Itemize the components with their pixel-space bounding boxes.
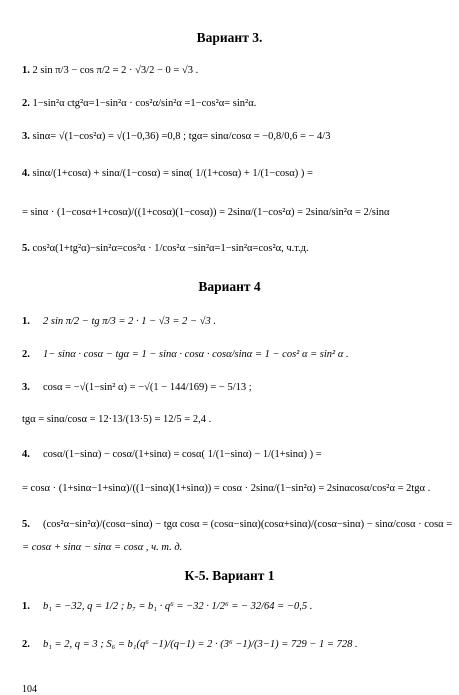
item-number: 1. [22, 601, 30, 612]
item-number: 4. [22, 449, 30, 460]
item-formula: b₁ = 2, q = 3 ; S₆ = b₁(q⁶ −1)/(q−1) = 2 · (3⁶ −1)/(3−1) = 729 − 1 = 728 . [43, 639, 358, 650]
v4-item-4-line-2 [22, 482, 430, 496]
item-number: 3. [22, 382, 30, 393]
page-number: 104 [22, 684, 37, 695]
item-number: 2. [22, 98, 30, 109]
v3-item-2 [22, 97, 256, 111]
k5-item-1 [22, 600, 312, 614]
item-number: 4. [22, 168, 30, 179]
item-formula: b₁ = −32, q = 1/2 ; b₇ = b₁ · q⁶ = −32 · 1/2⁶ = − 32/64 = −0,5 . [43, 601, 313, 612]
item-number: 3. [22, 131, 30, 142]
heading-variant-3: Вариант 3. [196, 30, 263, 45]
v4-item-5-line-2 [22, 541, 182, 555]
item-formula: tgα = sinα/cosα = 12·13/(13·5) = 12/5 = 2,4 . [22, 414, 212, 425]
item-formula: = cosα + sinα − sinα = cosα , ч. т. д. [22, 542, 183, 553]
item-number: 1. [22, 316, 30, 327]
item-number: 2. [22, 639, 30, 650]
v4-item-1 [22, 315, 216, 329]
v3-item-5 [22, 242, 309, 256]
item-number: 5. [22, 243, 30, 254]
item-formula: 2 sin π/3 − cos π/2 = 2 · √3/2 − 0 = √3 . [32, 65, 199, 76]
item-number: 5. [22, 519, 30, 530]
item-formula: 1−sin²α ctg²α=1−sin²α · cos²α/sin²α =1−cos²α= sin²α. [32, 98, 257, 109]
v4-item-3-line-2 [22, 413, 211, 427]
item-number: 1. [22, 65, 30, 76]
item-formula: = cosα · (1+sinα−1+sinα)/((1−sinα)(1+sinα)) = cosα · 2sinα/(1−sin²α) = 2sinαcosα/cos²α = 2tgα . [22, 483, 431, 494]
v3-item-1 [22, 64, 198, 78]
item-formula: cosα/(1−sinα) − cosα/(1+sinα) = cosα( 1/(1−sinα) − 1/(1+sinα) ) = [43, 449, 322, 460]
item-formula: 1− sinα · cosα − tgα = 1 − sinα · cosα · cosα/sinα = 1 − cos² α = sin² α . [43, 349, 349, 360]
item-formula: 2 sin π/2 − tg π/3 = 2 · 1 − √3 = 2 − √3 . [43, 316, 216, 327]
v4-item-4-line-1 [22, 448, 322, 462]
item-formula: cos²α(1+tg²α)−sin²α=cos²α · 1/cos²α −sin²α=1−sin²α=cos²α, ч.т.д. [32, 243, 309, 254]
v4-item-5-line-1 [22, 518, 452, 532]
item-formula: = sinα · (1−cosα+1+cosα)/((1+cosα)(1−cosα)) = 2sinα/(1−cos²α) = 2sinα/sin²α = 2/sinα [22, 207, 390, 218]
v4-item-3-line-1 [22, 381, 252, 395]
heading-variant-4: Вариант 4 [198, 279, 261, 294]
heading-k5-variant-1: К-5. Вариант 1 [184, 568, 275, 583]
item-formula: sinα/(1+cosα) + sinα/(1−cosα) = sinα( 1/(1+cosα) + 1/(1−cosα) ) = [32, 168, 313, 179]
v3-item-4-line-2 [22, 206, 390, 220]
v3-item-4-line-1 [22, 167, 313, 181]
v3-item-3 [22, 130, 330, 144]
v4-item-2 [22, 348, 349, 362]
item-number: 2. [22, 349, 30, 360]
item-formula: cosα = −√(1−sin² α) = −√(1 − 144/169) = − 5/13 ; [43, 382, 252, 393]
item-formula: sinα= √(1−cos²α) = √(1−0,36) =0,8 ; tgα= sinα/cosα = −0,8/0,6 = − 4/3 [32, 131, 331, 142]
item-formula: (cos²α−sin²α)/(cosα−sinα) − tgα cosα = (cosα−sinα)(cosα+sinα)/(cosα−sinα) − sinα/cosα · cosα = [43, 519, 453, 530]
k5-item-2 [22, 638, 358, 652]
